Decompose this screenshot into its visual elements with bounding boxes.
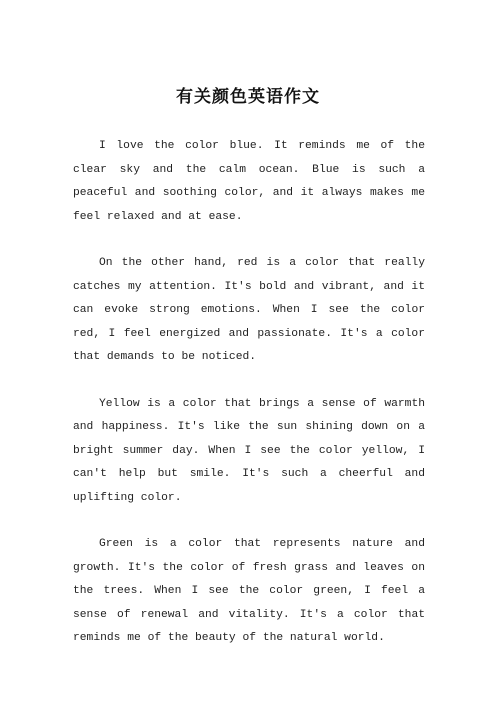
paragraph-green: Green is a color that represents nature and growth. It's the color of fresh grass and leaves on the trees. When I see the color green, I feel a sense of renewal and vitality. It's a color that reminds me of the beauty of the natural world. <box>73 538 425 644</box>
paragraph-yellow: Yellow is a color that brings a sense of warmth and happiness. It's like the sun shining down on a bright summer day. When I see the color yellow, I can't help but smile. It's such a cheerful and uplifting color. <box>73 397 425 504</box>
paragraph-blue: I love the color blue. It reminds me of the clear sky and the calm ocean. Blue is such a peaceful and soothing color, and it always makes me feel relaxed and at ease. <box>73 140 425 223</box>
document-body <box>73 135 425 674</box>
paragraph-red: On the other hand, red is a color that really catches my attention. It's bold and vibrant, and it can evoke strong emotions. When I see the color red, I feel energized and passionate. It's a color that demands to be noticed. <box>73 257 425 363</box>
document-title: 有关颜色英语作文 <box>176 87 320 107</box>
